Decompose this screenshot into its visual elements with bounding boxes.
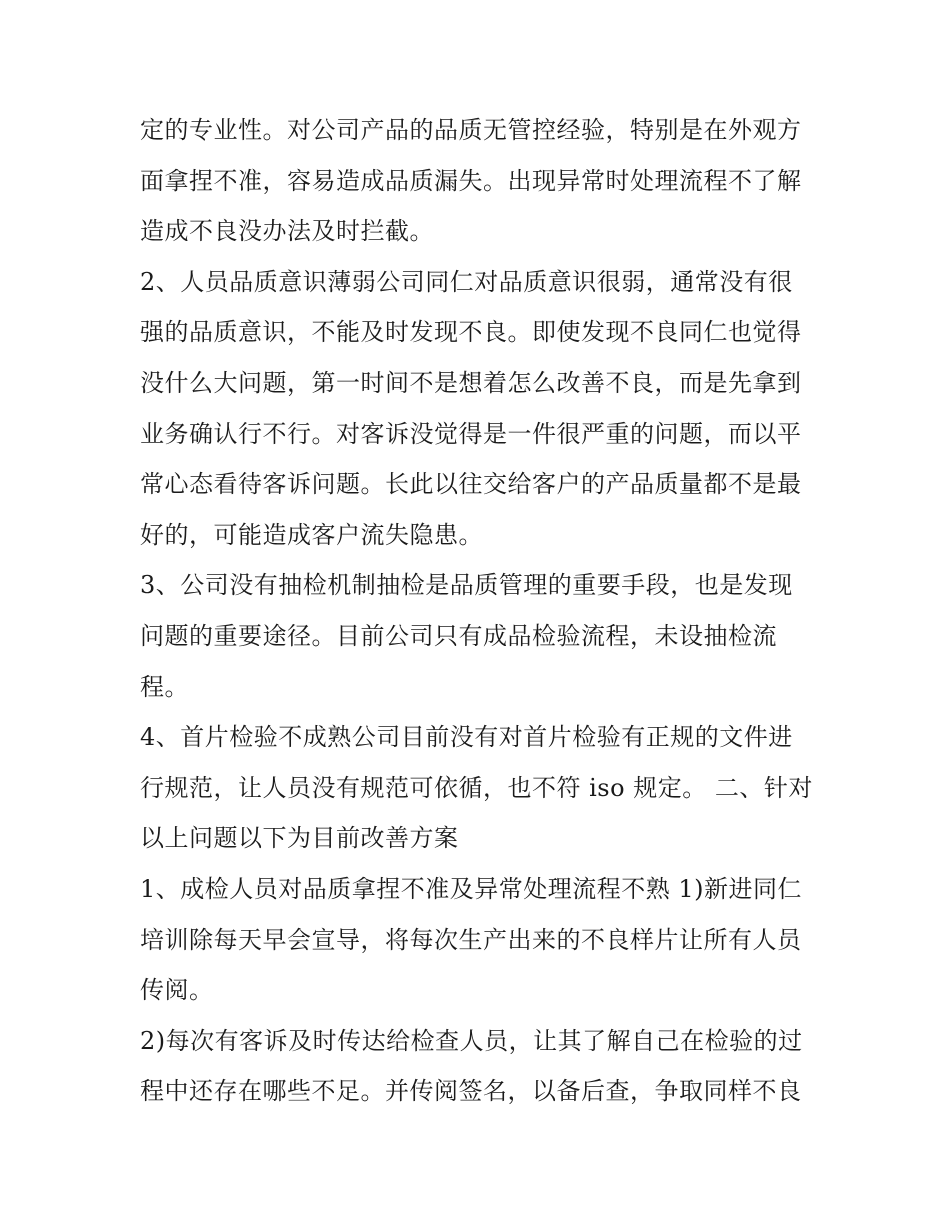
text-line: 培训除每天早会宣导，将每次生产出来的不良样片让所有人员	[140, 925, 802, 954]
text-line: 1、成检人员对品质拿捏不准及异常处理流程不熟 1)新进同仁	[140, 874, 803, 903]
text-line: 造成不良没办法及时拦截。	[140, 217, 434, 246]
text-line: 2)每次有客诉及时传达给检查人员，让其了解自己在检验的过	[140, 1026, 803, 1055]
document-body	[140, 105, 820, 1117]
paragraph-intro-continuation	[140, 105, 820, 257]
text-line: 定的专业性。对公司产品的品质无管控经验，特别是在外观方	[140, 116, 802, 144]
text-line: 2、人员品质意识薄弱公司同仁对品质意识很弱，通常没有很	[140, 267, 793, 296]
text-line: 程中还存在哪些不足。并传阅签名，以备后查，争取同样不良	[140, 1077, 802, 1106]
paragraph-item-4	[140, 712, 820, 864]
paragraph-item-3	[140, 560, 820, 712]
text-line: 没什么大问题，第一时间不是想着怎么改善不良，而是先拿到	[140, 368, 802, 397]
text-line: 行规范，让人员没有规范可依循，也不符 iso 规定。 二、针对	[140, 773, 813, 802]
text-line: 问题的重要途径。目前公司只有成品检验流程，未设抽检流	[140, 621, 777, 650]
paragraph-item-2	[140, 257, 820, 561]
text-line: 传阅。	[140, 976, 214, 1005]
text-line: 好的，可能造成客户流失隐患。	[140, 520, 483, 549]
text-line: 常心态看待客诉问题。长此以往交给客户的产品质量都不是最	[140, 470, 802, 499]
text-line: 强的品质意识，不能及时发现不良。即使发现不良同仁也觉得	[140, 318, 802, 347]
text-line: 以上问题以下为目前改善方案	[140, 824, 459, 853]
text-line: 4、首片检验不成熟公司目前没有对首片检验有正规的文件进	[140, 723, 793, 752]
text-line: 程。	[140, 672, 189, 701]
paragraph-improvement-2	[140, 1016, 820, 1117]
text-line: 业务确认行不行。对客诉没觉得是一件很严重的问题，而以平	[140, 419, 802, 448]
paragraph-improvement-1	[140, 864, 820, 1016]
text-line: 面拿捏不准，容易造成品质漏失。出现异常时处理流程不了解	[140, 166, 802, 195]
text-line: 3、公司没有抽检机制抽检是品质管理的重要手段，也是发现	[140, 571, 793, 600]
